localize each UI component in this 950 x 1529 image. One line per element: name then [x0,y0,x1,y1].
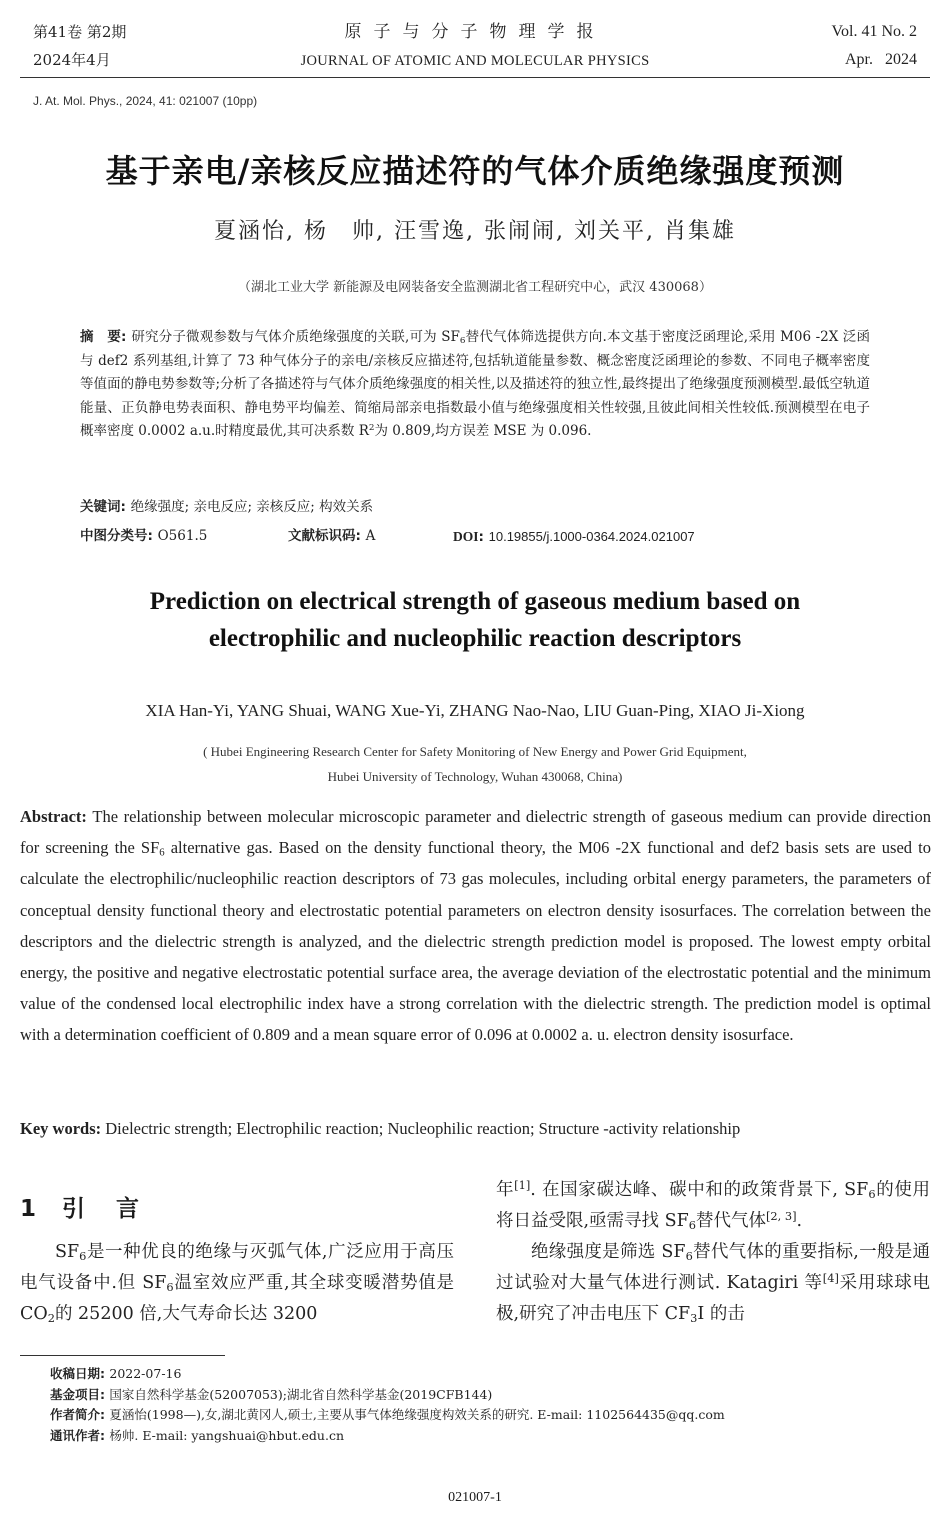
footnote-corresponding-label: 通讯作者 [50,1427,101,1443]
ref-2-3: [2, 3] [766,1208,797,1223]
ref-4: [4] [822,1270,839,1285]
abstract-cn-sub: 6 [459,336,466,347]
right-p2-sub-c: 3 [690,1310,698,1325]
keywords-en-text: Dielectric strength; Electrophilic reaction; Nucleophilic reaction; Structure -activity relationship [105,1119,741,1138]
left-text-b: 是一种优良的绝缘与灭弧气体,广泛应用于高压电气设备中.但 SF [20,1242,454,1293]
doc-label: 文献标识码 [288,528,356,544]
footnote-corresponding: 通讯作者: 杨帅. E-mail: yangshuai@hbut.edu.cn [50,1427,344,1443]
title-en-line-2: electrophilic and nucleophilic reaction descriptors [208,625,742,652]
header-rule [20,77,930,78]
affiliation-en [0,739,950,789]
right-sub-b: 6 [868,1186,876,1201]
abstract-en-text-2: alternative gas. Based on the density functional theory, the M06 -2X functional and def2 basis sets are used to calculate the electrophilic/nucleophilic reaction descriptors of 73 gas molecules, including orbital energy parameters, the parameters of conceptual density functional theory and electrostatic potential parameters on electron density isosurfaces. The correlation between the descriptors and the dielectric strength is analyzed, and the dielectric strength prediction model is proposed. The lowest empty orbital energy, the positive and negative electrostatic potential surface area, the average deviation of the electrostatic potential and the minimum value of the condensed local electrophilic index have a strong correlation with the dielectric strength. The prediction model is optimal with a determination coefficient of 0.809 and a mean square error of 0.096 at 0.0002 a. u. electron density isosurface. [20,838,931,1045]
affiliation-cn: （湖北工业大学 新能源及电网装备安全监测湖北省工程研究中心，武汉 430068） [238,280,712,295]
left-text-c: 温室效应严重,其全球变暖潜势值是 CO [20,1273,454,1324]
footnote-author-bio-text: 夏涵怡(1998—),女,湖北黄冈人,硕士,主要从事气体绝缘强度构效关系的研究. E-mail: 1102564435@qq.com [109,1407,725,1422]
keywords-cn-text: 绝缘强度; 亲电反应; 亲核反应; 构效关系 [130,499,374,515]
affiliation-en-line-1: ( Hubei Engineering Research Center for Safety Monitoring of New Energy and Power Grid Equipment, [203,744,747,759]
footnotes [50,1364,910,1446]
footnote-author-bio-label: 作者简介 [50,1407,101,1422]
title-en-line-1: Prediction on electrical strength of gaseous medium based on [149,588,801,615]
right-text-e: . [796,1211,803,1231]
keywords-en-label: Key words [20,1119,96,1138]
body-right-column [496,1175,930,1330]
footnote-received: 收稿日期: 2022-07-16 [50,1366,182,1381]
authors-cn: 夏涵怡, 杨 帅, 汪雪逸, 张闹闹, 刘关平, 肖集雄 [214,219,736,244]
left-text-d: 的 25200 倍,大气寿命长达 3200 [54,1304,318,1324]
right-text-c: 的使用将日益受限,亟需寻找 SF [496,1180,931,1231]
right-text-a: 年 [496,1180,515,1200]
title-cn: 基于亲电/亲核反应描述符的气体介质绝缘强度预测 [105,152,845,190]
footnote-received-label: 收稿日期 [50,1366,101,1381]
right-paragraph-2 [496,1237,930,1330]
abstract-en: Abstract: The relationship between molecular microscopic parameter and dielectric strength of gaseous medium can provide direction for screening the $SF_6$ alternative gas. Based on the density functional theory, the M06 -2X functional and def2 basis sets are used to calculate the electrophilic/nucleophilic reaction descriptors of 73 gas molecules, including orbital energy parameters, the parameters of conceptual density functional theory and electrostatic potential parameters on electron density isosurfaces. The correlation between the descriptors and the dielectric strength is analyzed, and the dielectric strength prediction model is proposed. The lowest empty orbital energy, the positive and negative electrostatic potential surface area, the average deviation of the electrostatic potential and the minimum value of the condensed local electrophilic index have a strong correlation with the dielectric strength. The prediction model is optimal with a determination coefficient of 0.809 and a mean square error of 0.096 at 0.0002 a. u. electron density isosurface. [20,807,931,1045]
clc-value: O561.5 [157,528,208,544]
affiliation-en-line-2: Hubei University of Technology, Wuhan 430068, China) [327,769,623,784]
header-date-cn: 2024年4月 [33,51,111,69]
abstract-en-text-1: The relationship between molecular microscopic parameter and dielectric strength of gaseous medium can provide direction for screening the SF [20,807,931,858]
footnote-received-text: 2022-07-16 [109,1366,182,1381]
doi-value: 10.19855/j.1000-0364.2024.021007 [488,529,695,544]
header-volume-en: Vol. 41 No. 2 [831,23,917,40]
right-sub-c: 6 [688,1217,696,1232]
right-text-d: 替代气体 [696,1211,766,1231]
left-sub-b: 6 [166,1279,174,1294]
left-sub-c: 2 [47,1310,55,1325]
title-en [0,583,950,657]
footnote-rule [20,1355,225,1356]
page-number: 021007-1 [448,1490,502,1505]
right-p2-text-d: I 的击 [697,1304,745,1324]
keywords-cn: 关键词: 绝缘强度; 亲电反应; 亲核反应; 构效关系 [80,499,374,515]
right-p2-text-c: 采用球球电极,研究了冲击电压下 CF [496,1273,931,1324]
abstract-cn-sup: 2 [368,423,375,434]
header-volume-cn: 第41卷 第2期 [33,23,127,41]
footnote-funding-label: 基金项目 [50,1386,101,1402]
doc-value: A [365,528,376,544]
left-text-a: SF [55,1242,80,1262]
footnote-funding: 基金项目: 国家自然科学基金(52007053);湖北省自然科学基金(2019CFB144) [50,1386,493,1402]
abstract-en-sub: 6 [159,846,165,859]
right-paragraph-1 [496,1175,930,1237]
keywords-en: Key words: Dielectric strength; Electrophilic reaction; Nucleophilic reaction; Structure -activity relationship [20,1119,741,1138]
doc-code: 文献标识码: A [288,528,376,544]
footnote-funding-text: 国家自然科学基金(52007053);湖北省自然科学基金(2019CFB144) [109,1386,493,1402]
left-sub-a: 6 [79,1248,87,1263]
section-heading [20,1190,143,1223]
abstract-en-label: Abstract [20,807,82,826]
section-number: 1 [20,1196,41,1222]
footnote-author-bio: 作者简介: 夏涵怡(1998—),女,湖北黄冈人,硕士,主要从事气体绝缘强度构效关系的研究. E-mail: 1102564435@qq.com [50,1407,725,1422]
doi-label: DOI [453,529,479,544]
header-journal-cn: 原子与分子物理学报 [344,22,606,42]
body-left-column [20,1237,454,1330]
header-date-en: Apr. 2024 [845,51,917,68]
right-text-b: . 在国家碳达峰、碳中和的政策背景下, SF [530,1180,869,1200]
doi-line: DOI: 10.19855/j.1000-0364.2024.021007 [453,529,695,545]
keywords-cn-label: 关键词 [80,499,121,515]
right-p2-text-a: 绝缘强度是筛选 SF [531,1242,686,1262]
abstract-cn-text-2: 替代气体筛选提供方向.本文基于密度泛函理论,采用 M06 -2X 泛函与 def2 系列基组,计算了 73 种气体分子的亲电/亲核反应描述符,包括轨道能量参数、概念密度泛函理论的参数、不同电子概率密度等值面的静电势参数等;分析了各描述符与气体介质绝缘强度的相关性,以及描述符的独立性,最终提出了绝缘强度预测模型.最低空轨道能量、正负静电势表面积、静电势平均偏差、简缩局部亲电指数最小值与绝缘强度相关性较强,且彼此间相关性较低.预测模型在电子概率密度 0.0002 a.u.时精度最优,其可决系数 R [80,329,870,439]
clc-label: 中图分类号 [80,528,148,544]
authors-en: XIA Han-Yi, YANG Shuai, WANG Xue-Yi, ZHANG Nao-Nao, LIU Guan-Ping, XIAO Ji-Xiong [145,701,805,720]
ref-1: [1] [514,1177,531,1192]
classification-line: 中图分类号: O561.5 [80,528,208,544]
abstract-cn: 摘 要: 研究分子微观参数与气体介质绝缘强度的关联,可为 $SF_6$替代气体筛选提供方向.本文基于密度泛函理论,采用 M06 -2X 泛函与 def2 系列基组,计算了 73 种气体分子的亲电/亲核反应描述符,包括轨道能量参数、概念密度泛函理论的参数、不同电子概率密度等值面的静电势参数等;分析了各描述符与气体介质绝缘强度的相关性,以及描述符的独立性,最终提出了绝缘强度预测模型.最低空轨道能量、正负静电势表面积、静电势平均偏差、简缩局部亲电指数最小值与绝缘强度相关性较强,且彼此间相关性较低.预测模型在电子概率密度 0.0002 a.u.时精度最优,其可决系数 $R^2$为 0.809,均方误差 MSE 为 0.096. [80,329,870,439]
abstract-cn-label: 摘 要 [80,329,122,345]
citation-line: J. At. Mol. Phys., 2024, 41: 021007 (10pp) [33,94,258,108]
right-p2-sub: 6 [685,1248,693,1263]
abstract-cn-text-1: 研究分子微观参数与气体介质绝缘强度的关联,可为 SF [131,329,460,345]
header-journal-en: JOURNAL OF ATOMIC AND MOLECULAR PHYSICS [300,53,650,69]
right-p2-text-b: 替代气体的重要指标,一般是通过试验对大量气体进行测试. Katagiri 等 [496,1242,930,1293]
section-title: 引 言 [62,1196,144,1222]
abstract-cn-text-3: 为 0.809,均方误差 MSE 为 0.096. [374,423,592,439]
footnote-corresponding-text: 杨帅. E-mail: yangshuai@hbut.edu.cn [109,1427,344,1443]
